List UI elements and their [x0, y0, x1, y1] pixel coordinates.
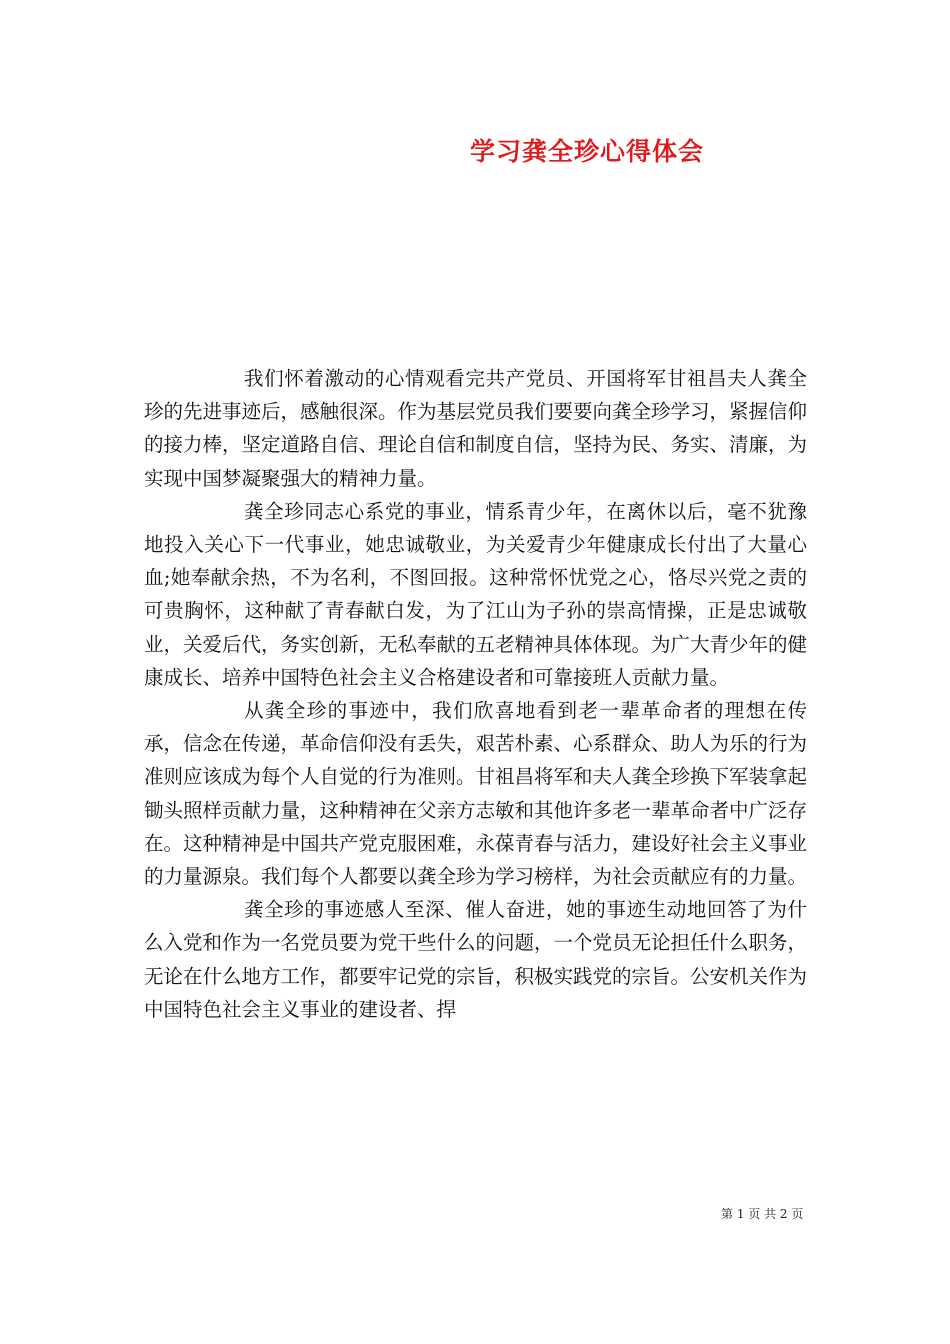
paragraph-1: 我们怀着激动的心情观看完共产党员、开国将军甘祖昌夫人龚全珍的先进事迹后，感触很深。作为基层党员我们要要向龚全珍学习，紧握信仰的接力棒，坚定道路自信、理论自信和制度自信，坚持为民、务实、清廉，为实现中国梦凝聚强大的精神力量。: [144, 367, 808, 490]
paragraph-2: 龚全珍同志心系党的事业，情系青少年，在离休以后，毫不犹豫地投入关心下一代事业，她忠诚敬业，为关爱青少年健康成长付出了大量心血;她奉献余热，不为名利，不图回报。这种常怀忧党之心，恪尽兴党之责的可贵胸怀，这种献了青春献白发，为了江山为子孙的崇高情操，正是忠诚敬业，关爱后代，务实创新，无私奉献的五老精神具体体现。为广大青少年的健康成长、培养中国特色社会主义合格建设者和可靠接班人贡献力量。: [144, 499, 808, 689]
document-body: [144, 362, 807, 1026]
paragraph-4: 龚全珍的事迹感人至深、催人奋进，她的事迹生动地回答了为什么入党和作为一名党员要为党干些什么的问题，一个党员无论担任什么职务，无论在什么地方工作，都要牢记党的宗旨，积极实践党的宗旨。公安机关作为中国特色社会主义事业的建设者、捍: [144, 898, 808, 1021]
paragraph-3: 从龚全珍的事迹中，我们欣喜地看到老一辈革命者的理想在传承，信念在传递，革命信仰没有丢失，艰苦朴素、心系群众、助人为乐的行为准则应该成为每个人自觉的行为准则。甘祖昌将军和夫人龚全珍换下军装拿起锄头照样贡献力量，这种精神在父亲方志敏和其他许多老一辈革命者中广泛存在。这种精神是中国共产党克服困难，永葆青春与活力，建设好社会主义事业的力量源泉。我们每个人都要以龚全珍为学习榜样，为社会贡献应有的力量。: [144, 699, 808, 889]
document-title: 学习龚全珍心得体会: [470, 137, 705, 166]
page-number-footer: 第 1 页 共 2 页: [721, 1207, 804, 1221]
